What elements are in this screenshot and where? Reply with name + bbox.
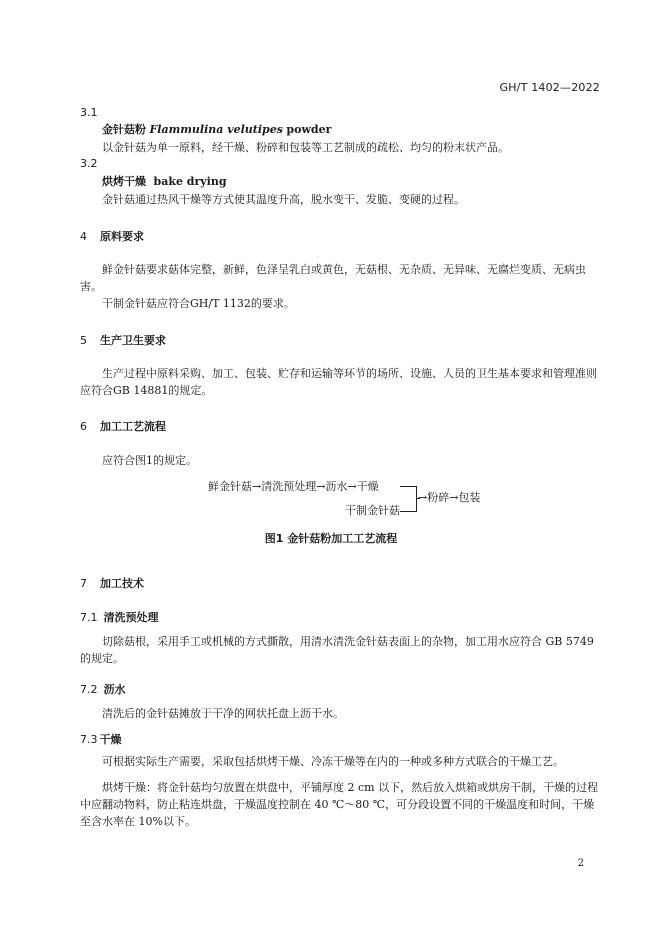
definition-3-1: 以金针菇为单一原料，经干燥、粉碎和包装等工艺制成的疏松、均匀的粉末状产品。: [102, 141, 509, 154]
figure-caption: 图1 金针菇粉加工工艺流程: [264, 532, 398, 545]
section-6-para-1: 应符合图1的规定。: [102, 454, 197, 467]
section-4-heading: [80, 228, 144, 244]
section-5-heading: [80, 332, 166, 348]
document-id: GH/T 1402—2022: [499, 81, 600, 94]
clause-number-3-1: 3.1: [80, 106, 98, 119]
section-4-para-1: 鲜金针菇要求菇体完整，新鲜，色泽呈乳白或黄色，无菇根、无杂质、无异味、无腐烂变质、无病虫害。: [80, 263, 586, 293]
section-6-title: 加工工艺流程: [100, 420, 166, 433]
section-7-heading: [80, 575, 144, 591]
subsection-7-3-number: 7.3: [80, 733, 98, 746]
term-3-2-zh: 烘烤干燥: [102, 175, 146, 188]
section-7-title: 加工技术: [100, 577, 144, 590]
flow-right-line: →粉碎→包装: [418, 491, 481, 504]
section-4-title: 原料要求: [100, 230, 144, 243]
page-number: 2: [577, 858, 584, 869]
section-6-heading: [80, 418, 166, 434]
clause-number-3-2: 3.2: [80, 157, 98, 170]
subsection-7-3-para-1: 可根据实际生产需要，采取包括烘烤干燥、冷冻干燥等在内的一种或多种方式联合的干燥工艺。: [102, 755, 564, 768]
subsection-7-3-para-2: 烘烤干燥：将金针菇均匀放置在烘盘中，平铺厚度 2 cm 以下，然后放入烘箱或烘房干制，干燥的过程中应翻动物料，防止粘连烘盘，干燥温度控制在 40 ℃～80 ℃，可分段设置不同的干燥温度和时间，干燥至含水率在 10%以下。: [80, 781, 599, 828]
subsection-7-2-title: 沥水: [103, 683, 126, 696]
subsection-7-3-heading: [80, 731, 122, 747]
subsection-7-2-number: 7.2: [80, 683, 98, 696]
term-3-1-zh: 金针菇粉: [102, 123, 146, 136]
section-6-number: 6: [80, 420, 87, 433]
section-5-title: 生产卫生要求: [100, 334, 166, 347]
flow-merge-bracket: [400, 486, 417, 512]
term-3-2-en: bake drying: [153, 175, 227, 188]
subsection-7-1-para: 切除菇根，采用手工或机械的方式撕散，用清水清洗金针菇表面上的杂物，加工用水应符合 GB 5749 的规定。: [80, 635, 594, 665]
section-4-para-2: 干制金针菇应符合GH/T 1132的要求。: [102, 297, 295, 310]
subsection-7-1-heading: [80, 609, 159, 625]
section-5-number: 5: [80, 334, 87, 347]
term-3-1-en-rest: powder: [286, 123, 332, 136]
subsection-7-2-para: 清洗后的金针菇摊放于干净的网状托盘上沥干水。: [102, 707, 344, 720]
subsection-7-3-title: 干燥: [99, 733, 122, 746]
section-5-para-1: 生产过程中原料采购、加工、包装、贮存和运输等环节的场所、设施、人员的卫生基本要求和管理准则应符合GB 14881的规定。: [80, 367, 597, 397]
subsection-7-1-title: 清洗预处理: [103, 611, 159, 624]
flow-top-line: 鲜金针菇→清洗预处理→沥水→干燥: [208, 480, 379, 493]
subsection-7-2-heading: [80, 681, 126, 697]
definition-3-2: 金针菇通过热风干燥等方式使其温度升高，脱水变干、发脆、变硬的过程。: [102, 193, 465, 206]
term-3-2: [102, 174, 227, 190]
term-3-1-en-italic: Flammulina velutipes: [149, 123, 283, 136]
term-3-1: [102, 122, 331, 138]
flow-bottom-line: 干制金针菇: [345, 504, 400, 517]
subsection-7-1-number: 7.1: [80, 611, 98, 624]
section-7-number: 7: [80, 577, 87, 590]
section-4-number: 4: [80, 230, 87, 243]
